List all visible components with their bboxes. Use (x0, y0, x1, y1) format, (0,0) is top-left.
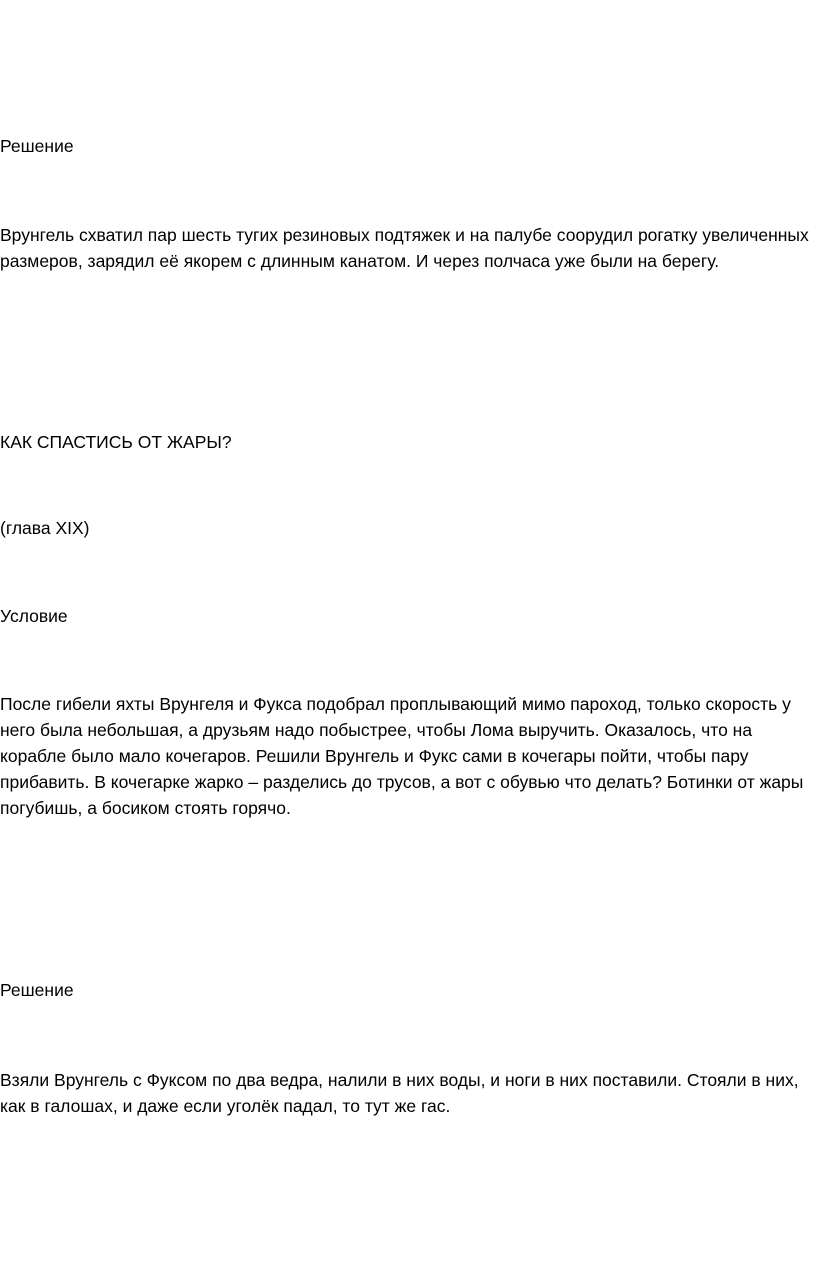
solution-paragraph-2 (0, 1067, 814, 1119)
text-line: прибавить. В кочегарке жарко – разделись до трусов, а вот с обувью что делать? Ботинки от жары (0, 772, 804, 792)
text-line: погубишь, а босиком стоять горячо. (0, 798, 291, 818)
text-line: корабле было мало кочегаров. Решили Врунгель и Фукс сами в кочегары пойти, чтобы пару (0, 746, 749, 766)
text-line: как в галошах, и даже если уголёк падал, то тут же гас. (0, 1096, 451, 1116)
solution-paragraph-1 (0, 222, 814, 274)
text-line: После гибели яхты Врунгеля и Фукса подобрал проплывающий мимо пароход, только скорость у (0, 694, 791, 714)
text-line: Врунгель схватил пар шесть тугих резиновых подтяжек и на палубе соорудил рогатку увеличенных (0, 225, 809, 245)
condition-heading: Условие (0, 606, 68, 626)
text-line: Взяли Врунгель с Фуксом по два ведра, налили в них воды, и ноги в них поставили. Стояли в них, (0, 1070, 799, 1090)
text-line: него была небольшая, а друзьям надо побыстрее, чтобы Лома выручить. Оказалось, что на (0, 720, 753, 740)
chapter-label: (глава XIX) (0, 518, 90, 538)
section-title: КАК СПАСТИСЬ ОТ ЖАРЫ? (0, 432, 232, 452)
text-line: размеров, зарядил её якорем с длинным канатом. И через полчаса уже были на берегу. (0, 251, 720, 271)
solution-heading-1: Решение (0, 136, 74, 156)
solution-heading-2: Решение (0, 980, 74, 1000)
condition-paragraph (0, 691, 814, 821)
